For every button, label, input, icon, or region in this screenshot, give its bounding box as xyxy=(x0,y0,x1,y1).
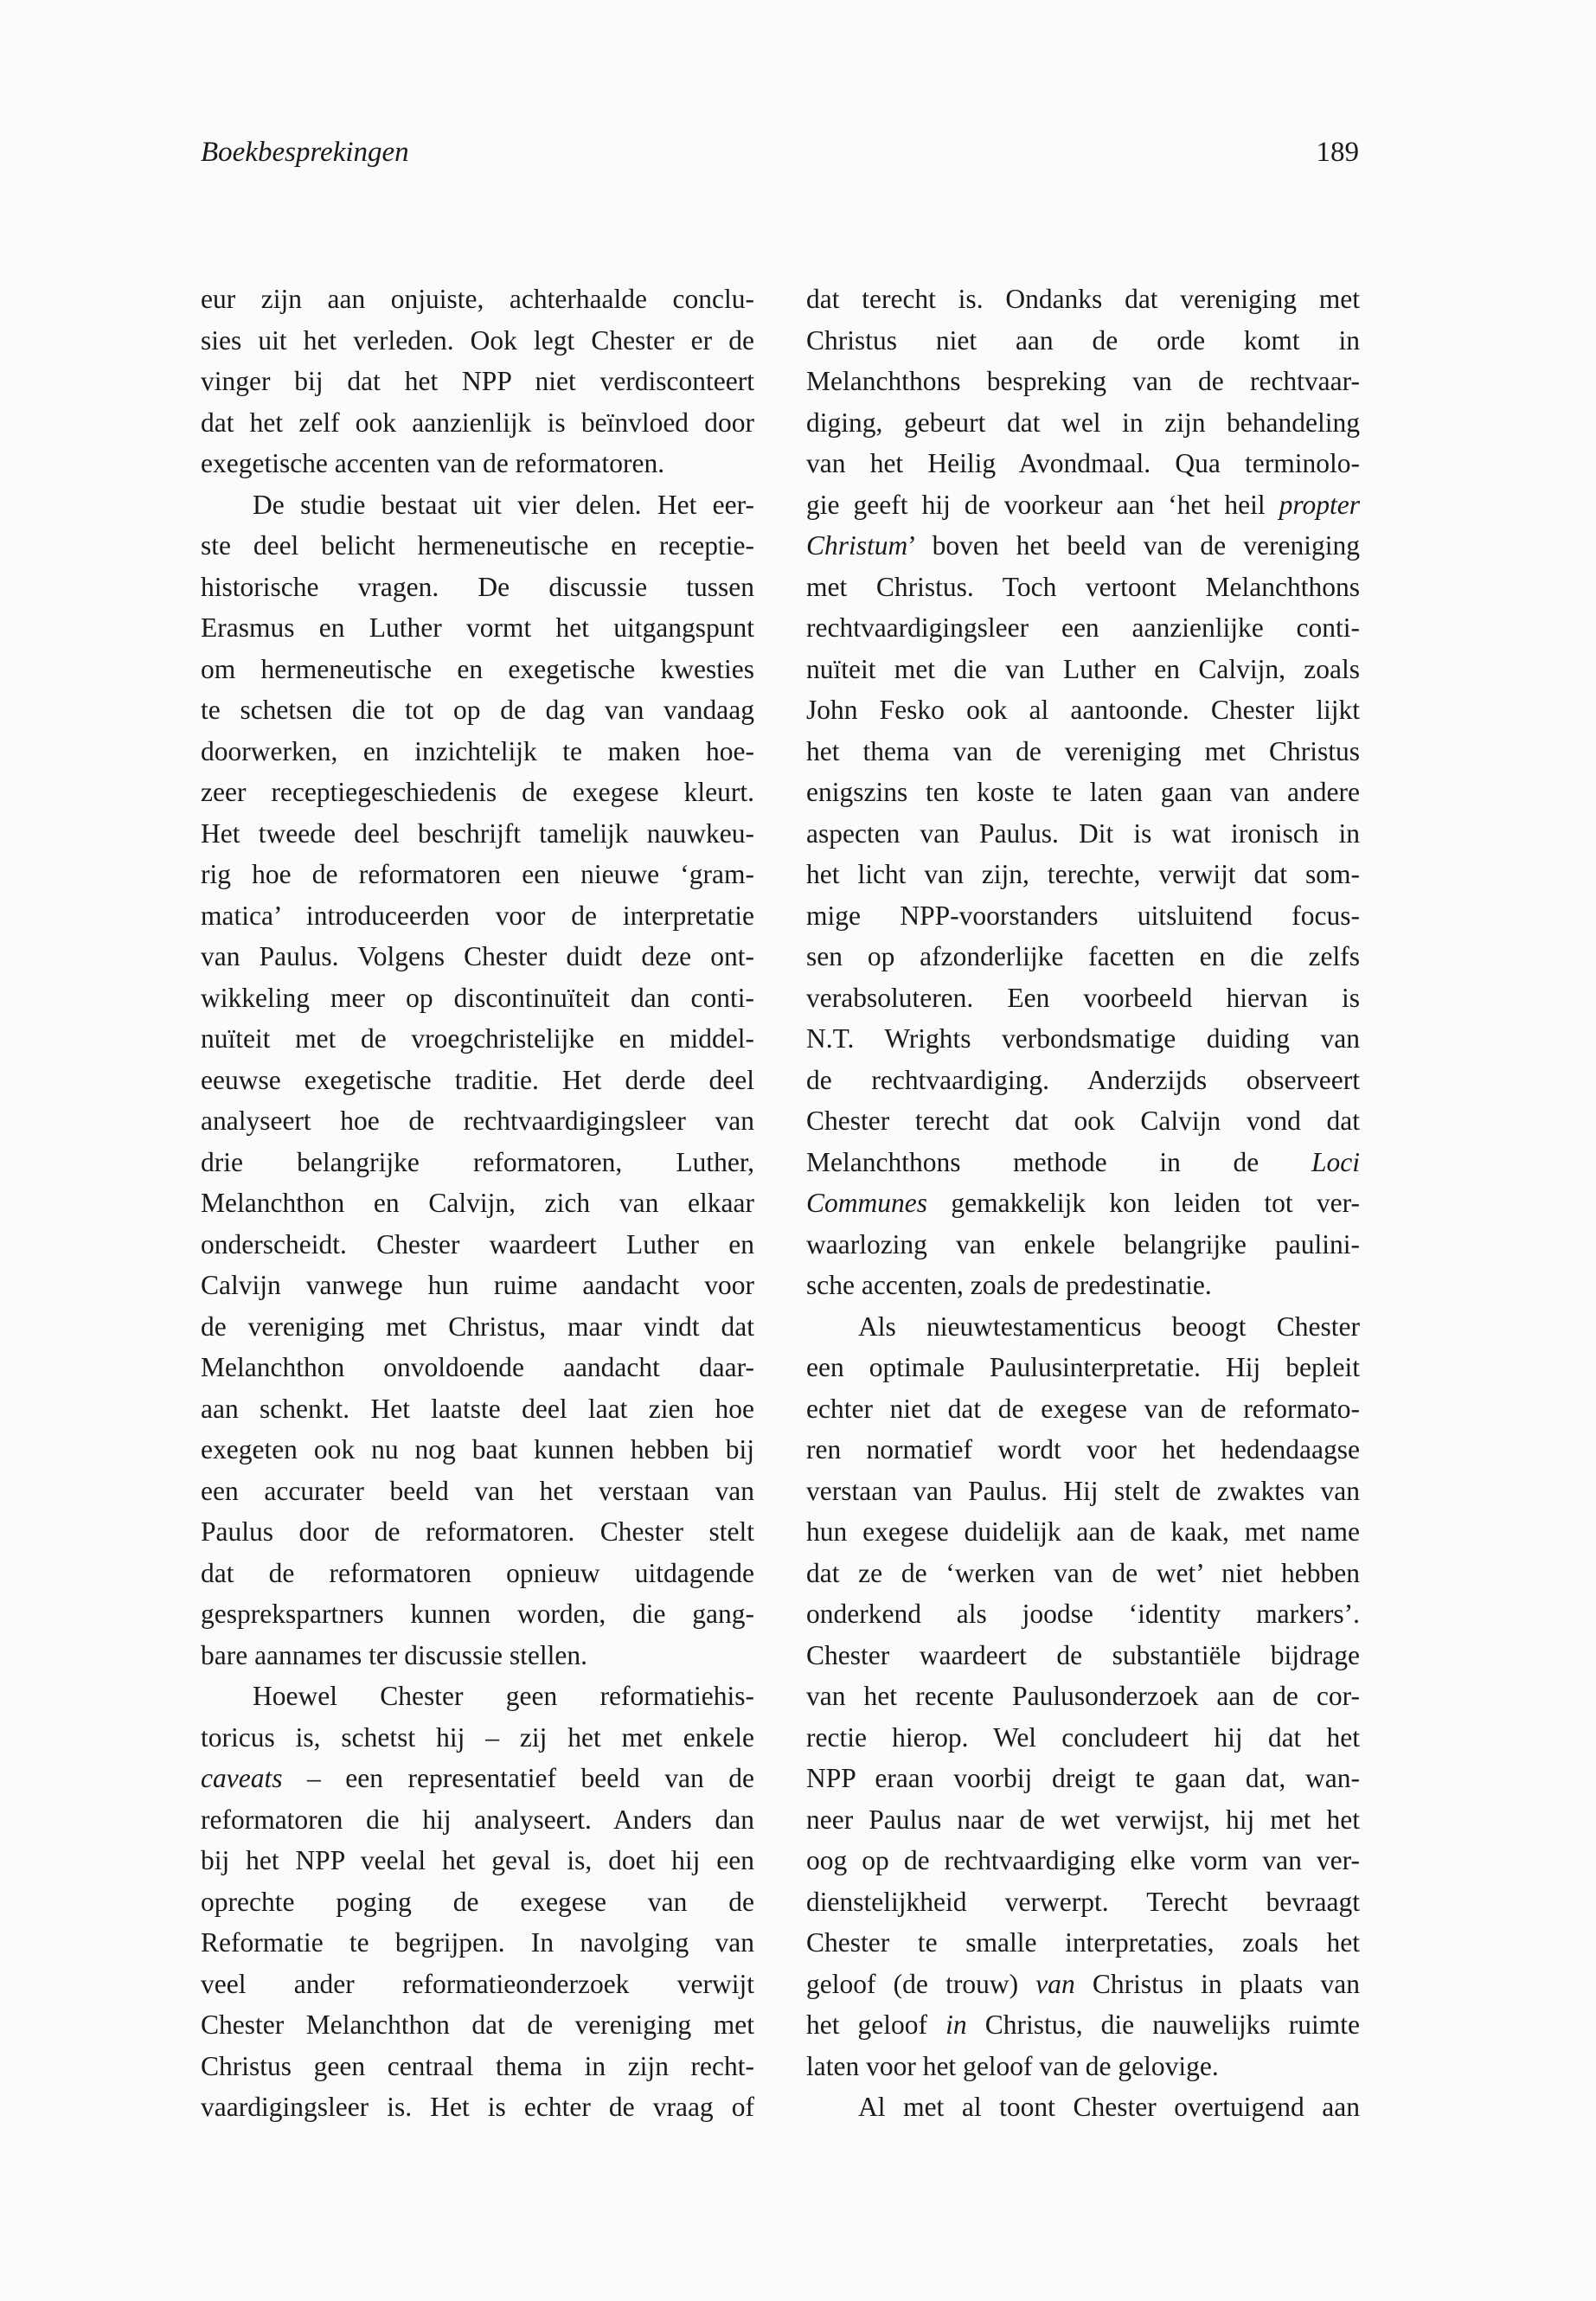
text-line xyxy=(806,1593,1360,1635)
text-line xyxy=(201,772,754,813)
text-run: Chester waardeert de substantiële bijdrage xyxy=(806,1639,1360,1670)
text-line xyxy=(806,1964,1360,2005)
text-run: te schetsen die tot op de dag van vandaag xyxy=(201,695,754,725)
text-run: reformatoren die hij analyseert. Anders dan xyxy=(201,1804,754,1835)
text-run: bij het NPP veelal het geval is, doet hij een xyxy=(201,1845,754,1875)
text-run: rechtvaardigingsleer een aanzienlijke conti- xyxy=(806,612,1360,643)
text-line xyxy=(201,1881,754,1923)
text-line xyxy=(201,402,754,444)
text-run: enigszins ten koste te laten gaan van andere xyxy=(806,777,1360,807)
text-run: sies uit het verleden. Ook legt Chester er de xyxy=(201,324,754,356)
text-line xyxy=(201,1635,754,1676)
text-run: dat de reformatoren opnieuw uitdagende xyxy=(201,1557,754,1588)
text-run: verstaan van Paulus. Hij stelt de zwaktes van xyxy=(806,1475,1360,1506)
text-line xyxy=(806,854,1360,895)
text-line xyxy=(201,1964,754,2005)
text-run: om hermeneutische en exegetische kwesties xyxy=(201,653,754,684)
text-run: Melanchthons bespreking van de rechtvaar- xyxy=(806,366,1360,396)
text-line xyxy=(806,2046,1360,2087)
text-run: zeer receptiegeschiedenis de exegese kleurt. xyxy=(201,777,754,807)
text-run: Chester te smalle interpretaties, zoals het xyxy=(806,1927,1360,1958)
italic-text: propter xyxy=(1279,489,1360,520)
text-run: sen op afzonderlijke facetten en die zelfs xyxy=(806,941,1360,971)
text-line xyxy=(201,1306,754,1348)
text-line xyxy=(201,2004,754,2046)
text-line xyxy=(806,2086,1360,2128)
text-run: gie geeft hij de voorkeur aan ‘het heil xyxy=(806,489,1279,520)
text-line xyxy=(201,649,754,690)
text-run: laten voor het geloof van de gelovige. xyxy=(806,2050,1219,2081)
text-line xyxy=(201,1265,754,1306)
text-line xyxy=(806,607,1360,649)
text-line xyxy=(806,1799,1360,1841)
text-run: het thema van de vereniging met Christus xyxy=(806,735,1360,766)
page-number: 189 xyxy=(1316,137,1359,168)
text-run: sche accenten, zoals de predestinatie. xyxy=(806,1270,1212,1300)
text-run: hun exegese duidelijk aan de kaak, met name xyxy=(806,1516,1360,1547)
text-line xyxy=(806,443,1360,484)
text-line xyxy=(201,1553,754,1594)
text-line xyxy=(201,484,754,526)
text-run: gemakkelijk kon leiden tot ver- xyxy=(927,1188,1360,1218)
text-line xyxy=(201,361,754,402)
text-run: verabsoluteren. Een voorbeeld hiervan is xyxy=(806,982,1360,1013)
text-line xyxy=(201,2046,754,2087)
running-header xyxy=(201,137,1359,180)
text-line xyxy=(201,1060,754,1101)
text-line xyxy=(806,731,1360,772)
text-line xyxy=(201,443,754,484)
text-run: rig hoe de reformatoren een nieuwe ‘gram- xyxy=(201,859,754,889)
text-run: Christus, die nauwelijks ruimte xyxy=(966,2009,1360,2040)
italic-text: Communes xyxy=(806,1188,927,1218)
text-run: waarlozing van enkele belangrijke paulini- xyxy=(806,1228,1360,1259)
text-run: gesprekspartners kunnen worden, die gang- xyxy=(201,1599,754,1629)
text-line xyxy=(806,1553,1360,1594)
text-run: drie belangrijke reformatoren, Luther, xyxy=(201,1146,754,1177)
text-run: dienstelijkheid verwerpt. Terecht bevraagt xyxy=(806,1886,1360,1917)
text-line xyxy=(806,484,1360,526)
text-line xyxy=(806,1018,1360,1060)
text-line xyxy=(806,772,1360,813)
text-run: John Fesko ook al aantoonde. Chester lijkt xyxy=(806,695,1360,725)
text-line xyxy=(806,1100,1360,1142)
text-run: Melanchthon onvoldoende aandacht daar- xyxy=(201,1352,754,1382)
text-run: dat het zelf ook aanzienlijk is beïnvloed door xyxy=(201,407,754,438)
text-run: historische vragen. De discussie tussen xyxy=(201,571,754,602)
text-run: de vereniging met Christus, maar vindt dat xyxy=(201,1311,754,1342)
text-run: ren normatief wordt voor het hedendaagse xyxy=(806,1434,1360,1465)
text-run: met Christus. Toch vertoont Melanchthons xyxy=(806,571,1360,602)
text-run: van Paulus. Volgens Chester duidt deze ont- xyxy=(201,941,754,971)
text-line xyxy=(201,977,754,1019)
text-run: exegetische accenten van de reformatoren. xyxy=(201,448,665,478)
text-run: Erasmus en Luther vormt het uitgangspunt xyxy=(201,612,754,643)
text-line xyxy=(201,525,754,567)
text-line xyxy=(201,1676,754,1717)
text-run: vinger bij dat het NPP niet verdisconteert xyxy=(201,366,754,396)
text-line xyxy=(201,936,754,977)
italic-text: caveats xyxy=(201,1763,283,1793)
right-text-column xyxy=(806,279,1360,2128)
text-run: de rechtvaardiging. Anderzijds observeert xyxy=(806,1064,1360,1095)
text-line xyxy=(806,1758,1360,1799)
text-run: neer Paulus naar de wet verwijst, hij met het xyxy=(806,1804,1360,1835)
text-line xyxy=(806,1676,1360,1717)
text-line xyxy=(806,1881,1360,1923)
text-line xyxy=(806,1429,1360,1471)
italic-text: Loci xyxy=(1311,1146,1360,1177)
text-run: aspecten van Paulus. Dit is wat ironisch in xyxy=(806,817,1360,849)
text-run: het licht van zijn, terechte, verwijt dat som- xyxy=(806,859,1360,889)
text-line xyxy=(806,936,1360,977)
text-run: Christus in plaats van xyxy=(1074,1968,1360,1999)
text-line xyxy=(806,649,1360,690)
text-run: Melanchthons methode in de xyxy=(806,1146,1311,1177)
text-line xyxy=(806,1840,1360,1881)
text-line xyxy=(201,854,754,895)
text-line xyxy=(806,813,1360,855)
text-line xyxy=(806,1347,1360,1388)
left-text-column xyxy=(201,279,754,2128)
text-run: Al met al toont Chester overtuigend aan xyxy=(858,2092,1360,2122)
text-line xyxy=(806,895,1360,937)
text-line xyxy=(806,1265,1360,1306)
text-line xyxy=(806,361,1360,402)
text-line xyxy=(806,1224,1360,1266)
text-line xyxy=(201,1799,754,1841)
text-line xyxy=(201,1717,754,1759)
italic-text: van xyxy=(1035,1968,1075,1999)
text-run: nuïteit met die van Luther en Calvijn, zoals xyxy=(806,653,1360,684)
text-line xyxy=(201,1018,754,1060)
text-run: dat terecht is. Ondanks dat vereniging met xyxy=(806,284,1360,314)
text-line xyxy=(806,977,1360,1019)
text-line xyxy=(806,567,1360,608)
text-run: eeuwse exegetische traditie. Het derde deel xyxy=(201,1064,754,1095)
text-run: van het recente Paulusonderzoek aan de cor- xyxy=(806,1681,1360,1711)
text-run: Chester terecht dat ook Calvijn vond dat xyxy=(806,1106,1360,1136)
text-run: van het Heilig Avondmaal. Qua terminolo- xyxy=(806,448,1360,478)
text-line xyxy=(201,1388,754,1430)
text-line xyxy=(201,813,754,855)
text-run: aan schenkt. Het laatste deel laat zien hoe xyxy=(201,1393,754,1424)
text-run: Melanchthon en Calvijn, zich van elkaar xyxy=(201,1188,754,1218)
text-line xyxy=(201,1922,754,1964)
text-line xyxy=(806,1388,1360,1430)
text-line xyxy=(201,567,754,608)
text-line xyxy=(201,320,754,362)
text-run: oprechte poging de exegese van de xyxy=(201,1886,754,1917)
text-line xyxy=(806,1922,1360,1964)
text-run: Christus geen centraal thema in zijn recht- xyxy=(201,2050,754,2081)
text-run: N.T. Wrights verbondsmatige duiding van xyxy=(806,1023,1360,1054)
text-line xyxy=(201,1429,754,1471)
text-run: diging, gebeurt dat wel in zijn behandeling xyxy=(806,407,1360,438)
text-run: echter niet dat de exegese van de reformato- xyxy=(806,1393,1360,1424)
text-run: het geloof xyxy=(806,2009,946,2040)
text-run: ’ boven het beeld van de vereniging xyxy=(907,530,1360,561)
text-line xyxy=(201,1347,754,1388)
text-line xyxy=(806,1635,1360,1676)
text-run: toricus is, schetst hij – zij het met enkele xyxy=(201,1721,754,1753)
text-run: wikkeling meer op discontinuïteit dan conti- xyxy=(201,982,754,1013)
text-run: Hoewel Chester geen reformatiehis- xyxy=(253,1681,754,1711)
text-run: Het tweede deel beschrijft tamelijk nauwkeu- xyxy=(201,817,754,849)
text-run: Calvijn vanwege hun ruime aandacht voor xyxy=(201,1270,754,1300)
text-line xyxy=(806,320,1360,362)
text-run: Christus niet aan de orde komt in xyxy=(806,324,1360,356)
text-run: Reformatie te begrijpen. In navolging van xyxy=(201,1927,754,1958)
text-line xyxy=(806,402,1360,444)
text-line xyxy=(201,1511,754,1553)
italic-text: in xyxy=(945,2009,967,2040)
text-line xyxy=(806,1511,1360,1553)
text-line xyxy=(201,1142,754,1183)
text-run: Chester Melanchthon dat de vereniging met xyxy=(201,2009,754,2040)
text-run: Paulus door de reformatoren. Chester stelt xyxy=(201,1516,754,1547)
text-line xyxy=(201,1100,754,1142)
text-run: een accurater beeld van het verstaan van xyxy=(201,1475,754,1506)
text-line xyxy=(806,279,1360,320)
text-run: exegeten ook nu nog baat kunnen hebben bij xyxy=(201,1434,754,1465)
text-line xyxy=(201,1758,754,1799)
text-line xyxy=(201,1183,754,1224)
text-line xyxy=(806,2004,1360,2046)
text-run: onderkend als joodse ‘identity markers’. xyxy=(806,1599,1360,1629)
text-run: NPP eraan voorbij dreigt te gaan dat, wan- xyxy=(806,1763,1360,1793)
text-line xyxy=(201,731,754,772)
text-line xyxy=(201,279,754,320)
text-run: nuïteit met de vroegchristelijke en middel- xyxy=(201,1023,754,1054)
running-title: Boekbesprekingen xyxy=(201,137,409,168)
text-line xyxy=(806,689,1360,731)
text-run: onderscheidt. Chester waardeert Luther en xyxy=(201,1228,754,1259)
text-line xyxy=(806,1306,1360,1348)
text-run: veel ander reformatieonderzoek verwijt xyxy=(201,1968,754,1999)
text-line xyxy=(806,1471,1360,1512)
text-run: ste deel belicht hermeneutische en receptie- xyxy=(201,530,754,561)
text-run: oog op de rechtvaardiging elke vorm van ver- xyxy=(806,1845,1360,1875)
text-line xyxy=(806,1060,1360,1101)
text-run: Als nieuwtestamenticus beoogt Chester xyxy=(858,1311,1360,1342)
text-line xyxy=(806,1183,1360,1224)
text-line xyxy=(201,1593,754,1635)
text-run: matica’ introduceerden voor de interpretatie xyxy=(201,900,754,931)
text-run: analyseert hoe de rechtvaardigingsleer van xyxy=(201,1106,754,1136)
text-run: dat ze de ‘werken van de wet’ niet hebben xyxy=(806,1557,1360,1588)
text-run: bare aannames ter discussie stellen. xyxy=(201,1639,587,1670)
text-line xyxy=(201,689,754,731)
text-line xyxy=(201,895,754,937)
text-line xyxy=(201,1840,754,1881)
text-run: De studie bestaat uit vier delen. Het eer- xyxy=(253,489,754,520)
text-line xyxy=(201,607,754,649)
text-run: vaardigingsleer is. Het is echter de vraag of xyxy=(201,2092,754,2122)
text-run: rectie hierop. Wel concludeert hij dat het xyxy=(806,1721,1360,1753)
text-run: mige NPP-voorstanders uitsluitend focus- xyxy=(806,900,1360,931)
text-line xyxy=(806,1717,1360,1759)
text-line xyxy=(806,1142,1360,1183)
text-line xyxy=(201,1224,754,1266)
text-run: een optimale Paulusinterpretatie. Hij bepleit xyxy=(806,1352,1360,1382)
text-line xyxy=(201,2086,754,2128)
text-run: eur zijn aan onjuiste, achterhaalde conclu- xyxy=(201,284,754,314)
text-line xyxy=(201,1471,754,1512)
text-line xyxy=(806,525,1360,567)
italic-text: Christum xyxy=(806,530,908,561)
text-run: – een representatief beeld van de xyxy=(282,1763,754,1793)
text-run: geloof (de trouw) xyxy=(806,1968,1036,1999)
text-run: doorwerken, en inzichtelijk te maken hoe- xyxy=(201,735,754,766)
